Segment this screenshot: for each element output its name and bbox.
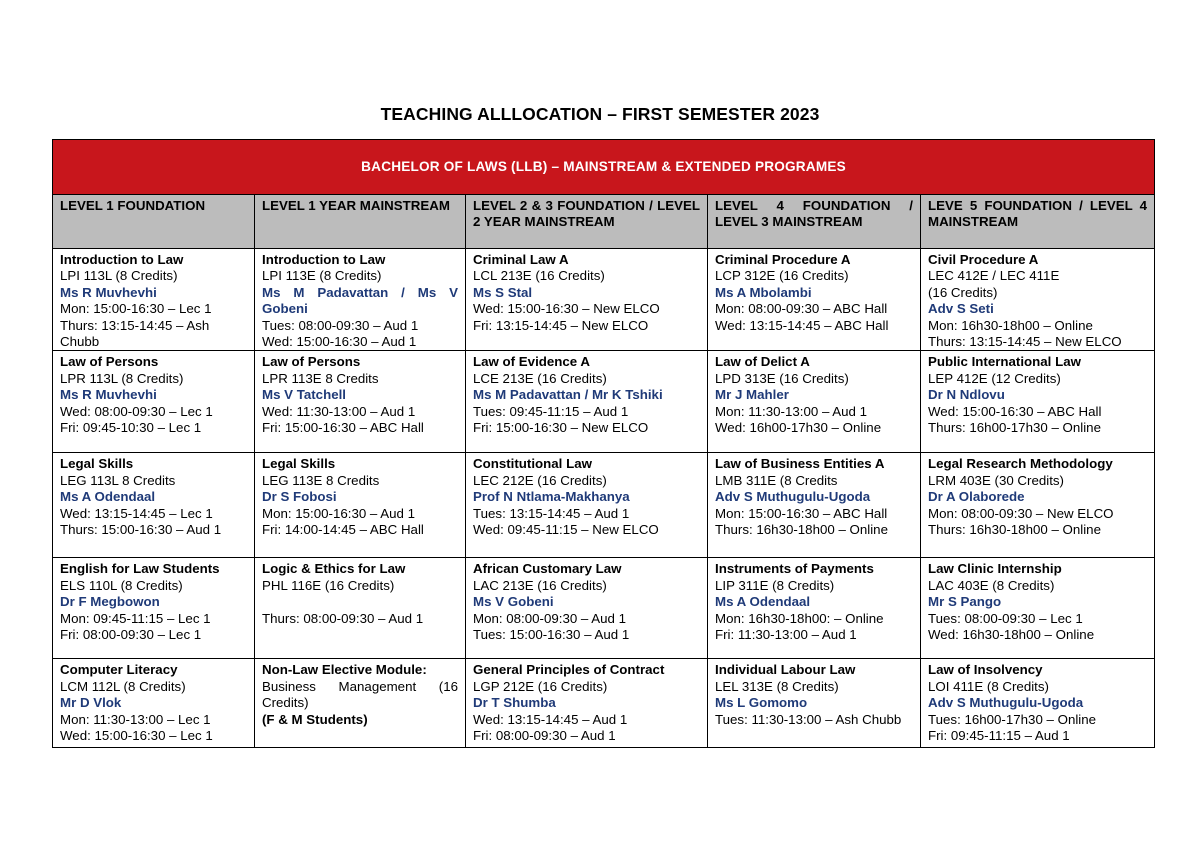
schedule-line: Wed: 09:45-11:15 – New ELCO (473, 522, 659, 538)
course-title: Introduction to Law (262, 252, 386, 267)
course-row (53, 453, 1155, 558)
course-cell (466, 558, 708, 659)
course-credits: (16 Credits) (928, 284, 998, 300)
schedule-line: Thurs: 16h30-18h00 – Online (928, 522, 1101, 538)
schedule-line: Thurs: 13:15-14:45 – Ash Chubb (60, 317, 210, 350)
schedule-line: Mon: 11:30-13:00 – Lec 1 (60, 711, 211, 727)
course-code: LRM 403E (30 Credits) (928, 472, 1064, 488)
schedule-line: Wed: 15:00-16:30 – Aud 1 (262, 334, 417, 350)
schedule-line: Wed: 13:15-14:45 – Aud 1 (473, 711, 628, 727)
course-cell (53, 453, 255, 558)
schedule-line: Tues: 15:00-16:30 – Aud 1 (473, 627, 630, 643)
schedule-line: Fri: 14:00-14:45 – ABC Hall (262, 522, 424, 538)
course-code: PHL 116E (16 Credits) (262, 577, 395, 593)
course-title: Computer Literacy (60, 662, 178, 678)
course-code: LPR 113L (8 Credits) (60, 370, 184, 386)
course-code: LEG 113E 8 Credits (262, 472, 380, 488)
course-code: LCM 112L (8 Credits) (60, 678, 186, 694)
course-cell (255, 351, 466, 453)
course-code: LAC 403E (8 Credits) (928, 577, 1055, 593)
schedule-line: Thurs: 13:15-14:45 – New ELCO (928, 334, 1122, 350)
course-title: Law Clinic Internship (928, 561, 1062, 577)
schedule-line: Wed: 13:15-14:45 – ABC Hall (715, 317, 889, 333)
page-title: TEACHING ALLLOCATION – FIRST SEMESTER 2023 (380, 104, 820, 124)
course-cell (255, 558, 466, 659)
course-cell (921, 659, 1155, 748)
lecturer-name: Mr J Mahler (715, 387, 789, 403)
level-header: LEVE 5 FOUNDATION / LEVEL 4 MAINSTREAM (921, 195, 1155, 249)
lecturer-name: Ms R Muvhevhi (60, 387, 157, 403)
course-title: Introduction to Law (60, 252, 184, 267)
course-code: LPI 113E (8 Credits) (262, 268, 382, 284)
schedule-line: Mon: 08:00-09:30 – ABC Hall (715, 301, 888, 317)
lecturer-name: Ms V Gobeni (473, 594, 554, 610)
schedule-line: Thurs: 15:00-16:30 – Aud 1 (60, 522, 222, 538)
course-row (53, 249, 1155, 351)
course-code: LPI 113L (8 Credits) (60, 268, 178, 284)
course-cell (466, 249, 708, 351)
course-rows (53, 249, 1155, 748)
schedule-line: Fri: 15:00-16:30 – New ELCO (473, 420, 649, 436)
course-code: LEL 313E (8 Credits) (715, 678, 839, 694)
course-title: Law of Insolvency (928, 662, 1043, 678)
course-cell (255, 249, 466, 351)
programme-banner-row (53, 140, 1155, 195)
course-code: LPR 113E 8 Credits (262, 370, 379, 386)
lecturer-name: Adv S Seti (928, 301, 994, 317)
lecturer-name: Ms L Gomomo (715, 695, 808, 711)
course-code: LEC 212E (16 Credits) (473, 472, 607, 488)
allocation-table (52, 139, 1155, 748)
course-cell (921, 351, 1155, 453)
course-cell (255, 659, 466, 748)
level-header: LEVEL 1 FOUNDATION (53, 195, 255, 249)
lecturer-name: Ms S Stal (473, 284, 533, 300)
lecturer-name: Dr F Megbowon (60, 594, 160, 610)
course-title: African Customary Law (473, 561, 622, 577)
schedule-line: Wed: 13:15-14:45 – Lec 1 (60, 505, 213, 521)
lecturer-name: Dr N Ndlovu (928, 387, 1005, 403)
schedule-line: Tues: 11:30-13:00 – Ash Chubb (715, 711, 902, 727)
course-title: Legal Research Methodology (928, 456, 1113, 472)
lecturer-name: Dr T Shumba (473, 695, 556, 711)
schedule-line: Thurs: 08:00-09:30 – Aud 1 (262, 610, 424, 626)
schedule-line: Mon: 11:30-13:00 – Aud 1 (715, 403, 868, 419)
course-cell (921, 249, 1155, 351)
lecturer-name: Ms A Mbolambi (715, 284, 812, 300)
schedule-line: Wed: 16h30-18h00 – Online (928, 627, 1095, 643)
course-cell (53, 558, 255, 659)
course-title: Legal Skills (262, 456, 336, 472)
course-cell (708, 249, 921, 351)
lecturer-name: Prof N Ntlama-Makhanya (473, 489, 630, 505)
schedule-line: Mon: 08:00-09:30 – Aud 1 (473, 610, 627, 626)
schedule-line: Mon: 08:00-09:30 – New ELCO (928, 505, 1114, 521)
schedule-line: Tues: 09:45-11:15 – Aud 1 (473, 403, 629, 419)
level-header-row (53, 195, 1155, 249)
level-header: LEVEL 4 FOUNDATION / LEVEL 3 MAINSTREAM (708, 195, 921, 249)
lecturer-name: Ms V Tatchell (262, 387, 346, 403)
lecturer-name: Adv S Muthugulu-Ugoda (928, 695, 1084, 711)
lecturer-name: Ms A Odendaal (715, 594, 811, 610)
schedule-line: Mon: 16h30-18h00: – Online (715, 610, 884, 626)
course-cell (255, 453, 466, 558)
schedule-line: Fri: 08:00-09:30 – Lec 1 (60, 627, 202, 643)
course-row (53, 659, 1155, 748)
lecturer-name: Mr D Vlok (60, 695, 122, 711)
course-code: ELS 110L (8 Credits) (60, 577, 183, 593)
lecturer-name: Ms M Padavattan / Mr K Tshiki (473, 387, 663, 403)
level-header: LEVEL 2 & 3 FOUNDATION / LEVEL 2 YEAR MAINSTREAM (466, 195, 708, 249)
course-cell (921, 453, 1155, 558)
schedule-line: Fri: 13:15-14:45 – New ELCO (473, 317, 649, 333)
course-cell (708, 659, 921, 748)
course-title: English for Law Students (60, 561, 220, 577)
course-title: Law of Evidence A (473, 354, 590, 370)
course-title: Criminal Procedure A (715, 252, 851, 267)
course-title: Instruments of Payments (715, 561, 874, 577)
schedule-line: Wed: 16h00-17h30 – Online (715, 420, 882, 436)
schedule-line: Wed: 11:30-13:00 – Aud 1 (262, 403, 416, 419)
schedule-line: Tues: 08:00-09:30 – Lec 1 (928, 610, 1083, 626)
course-code: LAC 213E (16 Credits) (473, 577, 607, 593)
schedule-line: Tues: 16h00-17h30 – Online (928, 711, 1097, 727)
schedule-line: Thurs: 16h00-17h30 – Online (928, 420, 1101, 436)
course-cell (466, 351, 708, 453)
course-code: LEP 412E (12 Credits) (928, 370, 1061, 386)
schedule-line: Mon: 16h30-18h00 – Online (928, 317, 1093, 333)
schedule-line: Wed: 15:00-16:30 – New ELCO (473, 301, 660, 317)
course-cell (53, 249, 255, 351)
course-code: LGP 212E (16 Credits) (473, 678, 608, 694)
lecturer-name: Dr A Olaborede (928, 489, 1025, 505)
course-code: LCL 213E (16 Credits) (473, 268, 605, 284)
course-title: Logic & Ethics for Law (262, 561, 406, 577)
course-row (53, 351, 1155, 453)
schedule-line: Wed: 15:00-16:30 – ABC Hall (928, 403, 1102, 419)
lecturer-name: Dr S Fobosi (262, 489, 337, 505)
lecturer-name: Adv S Muthugulu-Ugoda (715, 489, 871, 505)
course-row (53, 558, 1155, 659)
course-title: Law of Persons (60, 354, 159, 370)
course-note: (F & M Students) (262, 711, 368, 727)
schedule-line: Fri: 09:45-10:30 – Lec 1 (60, 420, 202, 436)
lecturer-name: Mr S Pango (928, 594, 1002, 610)
programme-banner: BACHELOR OF LAWS (LLB) – MAINSTREAM & EXTENDED PROGRAMES (53, 140, 1155, 195)
schedule-line: Fri: 15:00-16:30 – ABC Hall (262, 420, 424, 436)
lecturer-name: Ms M Padavattan / Ms V Gobeni (262, 284, 458, 317)
course-code: LCP 312E (16 Credits) (715, 268, 849, 284)
course-code: LMB 311E (8 Credits (715, 472, 838, 488)
course-title: Individual Labour Law (715, 662, 856, 678)
schedule-line: Mon: 09:45-11:15 – Lec 1 (60, 610, 211, 626)
course-cell (708, 351, 921, 453)
schedule-line: Thurs: 16h30-18h00 – Online (715, 522, 888, 538)
course-cell (708, 453, 921, 558)
lecturer-name: Ms A Odendaal (60, 489, 156, 505)
course-cell (921, 558, 1155, 659)
schedule-line: Fri: 08:00-09:30 – Aud 1 (473, 728, 616, 744)
course-cell (53, 351, 255, 453)
course-cell (466, 453, 708, 558)
course-title: Non-Law Elective Module: (262, 662, 427, 678)
course-code: LOI 411E (8 Credits) (928, 678, 1049, 694)
course-code: LPD 313E (16 Credits) (715, 370, 849, 386)
schedule-line: Wed: 15:00-16:30 – Lec 1 (60, 728, 213, 744)
schedule-line: Mon: 15:00-16:30 – Lec 1 (60, 301, 212, 317)
course-title: General Principles of Contract (473, 662, 665, 678)
course-cell (708, 558, 921, 659)
schedule-line: Mon: 15:00-16:30 – ABC Hall (715, 505, 888, 521)
schedule-line: Fri: 11:30-13:00 – Aud 1 (715, 627, 857, 643)
course-cell (53, 659, 255, 748)
course-code: Business Management (16 Credits) (262, 678, 458, 711)
blank-line (262, 594, 458, 610)
course-title: Law of Business Entities A (715, 456, 885, 472)
course-title: Public International Law (928, 354, 1081, 370)
course-code: LEG 113L 8 Credits (60, 472, 176, 488)
lecturer-name: Ms R Muvhevhi (60, 284, 157, 300)
course-code: LCE 213E (16 Credits) (473, 370, 607, 386)
schedule-line: Tues: 13:15-14:45 – Aud 1 (473, 505, 630, 521)
course-title: Civil Procedure A (928, 252, 1039, 267)
course-title: Law of Persons (262, 354, 361, 370)
schedule-line: Tues: 08:00-09:30 – Aud 1 (262, 317, 419, 333)
course-title: Constitutional Law (473, 456, 592, 472)
level-header: LEVEL 1 YEAR MAINSTREAM (255, 195, 466, 249)
schedule-line: Fri: 09:45-11:15 – Aud 1 (928, 728, 1070, 744)
schedule-line: Wed: 08:00-09:30 – Lec 1 (60, 403, 213, 419)
course-title: Legal Skills (60, 456, 134, 472)
course-title: Criminal Law A (473, 252, 569, 267)
course-code: LEC 412E / LEC 411E (928, 268, 1060, 284)
schedule-line: Mon: 15:00-16:30 – Aud 1 (262, 505, 416, 521)
course-cell (466, 659, 708, 748)
course-code: LIP 311E (8 Credits) (715, 577, 835, 593)
course-title: Law of Delict A (715, 354, 810, 370)
